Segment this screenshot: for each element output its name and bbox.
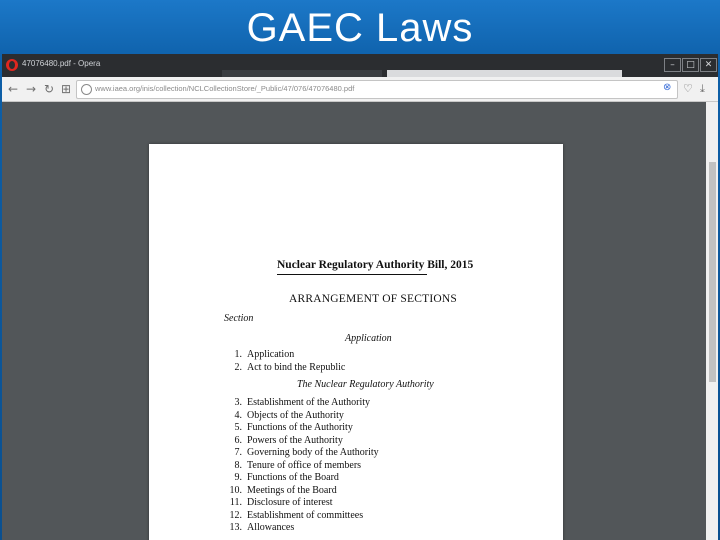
browser-toolbar (2, 77, 718, 102)
toc-number: 11. (229, 497, 242, 508)
window-title: 47076480.pdf - Opera (22, 59, 101, 68)
bookmark-heart-icon[interactable]: ♡ (683, 82, 693, 95)
toc-text: Application (247, 349, 295, 360)
toc-item[interactable] (227, 362, 345, 373)
toc-text: Functions of the Board (247, 472, 339, 483)
toc-text: Allowances (247, 522, 295, 533)
toc-item[interactable] (227, 397, 370, 408)
site-info-icon[interactable] (81, 84, 92, 95)
vertical-scrollbar[interactable] (706, 102, 718, 540)
toc-item[interactable] (227, 485, 337, 496)
toc-item[interactable] (227, 410, 344, 421)
opera-logo-icon (6, 59, 18, 71)
minimize-button[interactable]: – (664, 58, 681, 72)
toc-item[interactable] (227, 497, 333, 508)
toc-text: Establishment of the Authority (247, 397, 371, 408)
reload-button[interactable]: ↻ (43, 82, 55, 96)
browser-window (2, 54, 718, 540)
slide-title: GAEC Laws (246, 6, 474, 50)
maximize-button[interactable]: □ (682, 58, 699, 72)
toc-text: Governing body of the Authority (247, 447, 379, 458)
toc-number: 6. (234, 434, 242, 446)
toc-text: Disclosure of interest (247, 497, 333, 508)
toc-number: 3. (234, 397, 242, 408)
tab-strip-dark (222, 70, 382, 77)
group-heading-authority: The Nuclear Regulatory Authority (297, 379, 434, 390)
download-icon[interactable]: ⤓ (700, 82, 705, 95)
toc-item[interactable] (227, 510, 363, 521)
toc-number: 7. (234, 447, 242, 458)
section-label: Section (224, 313, 254, 324)
url-text[interactable]: www.iaea.org/inis/collection/NCLCollectionStore/_Public/47/076/47076480.pdf (95, 84, 355, 93)
title-bar (2, 54, 718, 77)
speed-dial-icon[interactable]: ⊞ (60, 82, 72, 96)
toc-item[interactable] (227, 460, 361, 471)
toc-text: Objects of the Authority (247, 409, 344, 421)
toc-item[interactable] (227, 435, 343, 446)
toc-item[interactable] (227, 522, 294, 533)
toc-number: 12. (229, 509, 242, 521)
toc-number: 5. (234, 422, 242, 433)
group-heading-application: Application (345, 333, 392, 344)
toc-item[interactable] (227, 447, 379, 458)
toc-text: Establishment of committees (247, 509, 364, 521)
toc-number: 2. (234, 362, 242, 373)
toc-item[interactable] (227, 472, 339, 483)
toc-number: 10. (229, 484, 242, 496)
toc-number: 9. (234, 472, 242, 483)
toc-number: 8. (234, 459, 242, 471)
document-title: Nuclear Regulatory Authority Bill, 2015 (277, 259, 474, 271)
vpn-icon[interactable]: ⊗ (663, 82, 672, 93)
toc-number: 4. (234, 409, 242, 421)
toc-number: 13. (229, 522, 242, 533)
title-underline (277, 274, 427, 275)
pdf-page (149, 144, 563, 540)
toc-item[interactable] (227, 422, 353, 433)
toc-text: Tenure of office of members (247, 459, 362, 471)
address-bar[interactable] (76, 80, 678, 99)
forward-button[interactable]: → (25, 82, 37, 96)
back-button[interactable]: ← (7, 82, 19, 96)
scrollbar-thumb[interactable] (709, 162, 716, 382)
tab-strip-active[interactable] (387, 70, 622, 77)
close-button[interactable]: ✕ (700, 58, 717, 72)
toc-item[interactable] (227, 349, 294, 360)
toc-number: 1. (234, 349, 242, 360)
toc-text: Act to bind the Republic (247, 362, 346, 373)
document-heading: ARRANGEMENT OF SECTIONS (289, 293, 457, 305)
toc-text: Powers of the Authority (247, 434, 343, 446)
toc-text: Functions of the Authority (247, 422, 353, 433)
toc-text: Meetings of the Board (247, 484, 337, 496)
